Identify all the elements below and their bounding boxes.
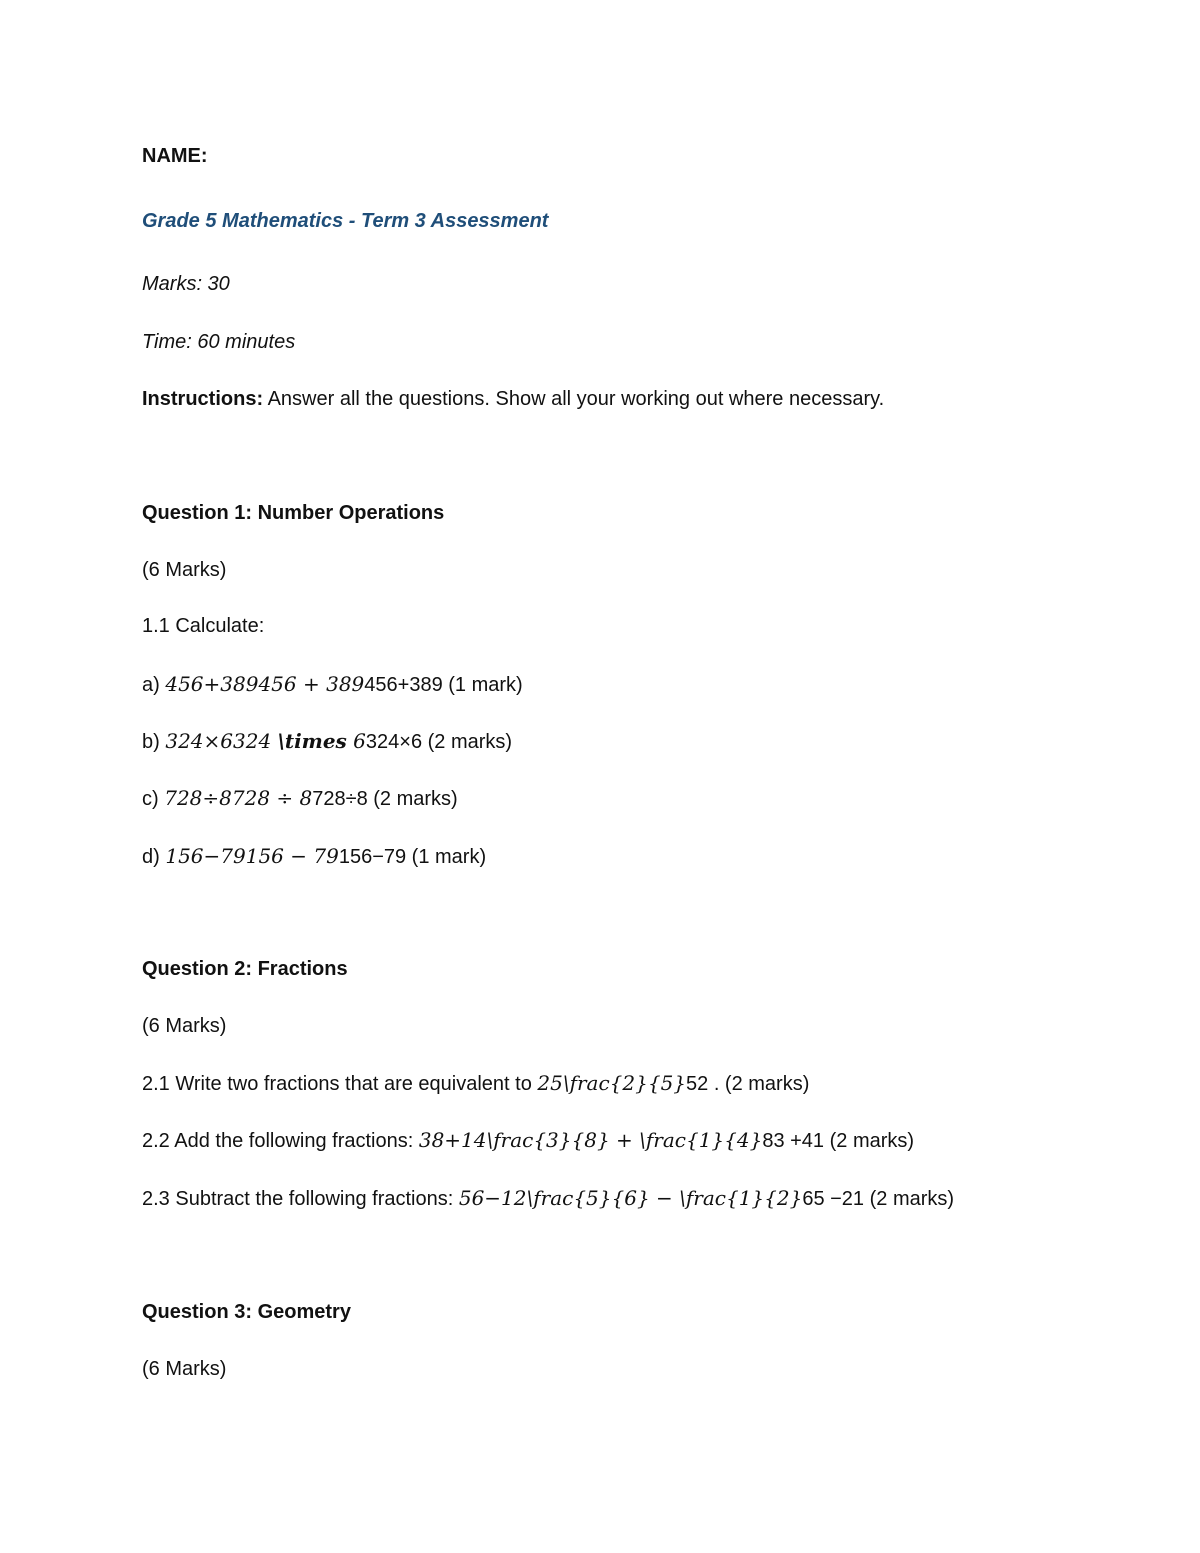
item-plain: 65 −21 (2 marks) xyxy=(802,1188,955,1210)
q1-item-b xyxy=(142,728,512,755)
page-title: Grade 5 Mathematics - Term 3 Assessment xyxy=(142,210,549,232)
item-prefix: c) xyxy=(142,788,165,810)
q2-marks: (6 Marks) xyxy=(142,1015,227,1037)
q1-item-a xyxy=(142,671,523,698)
item-prefix: b) xyxy=(142,731,166,753)
item-prefix: 2.2 Add the following fractions: xyxy=(142,1130,419,1152)
q2-item-1 xyxy=(142,1070,809,1097)
item-plain: 456+389 (1 mark) xyxy=(364,674,523,696)
q1-sub: 1.1 Calculate: xyxy=(142,615,265,637)
instructions-label: Instructions: xyxy=(142,388,264,410)
instructions-line xyxy=(142,386,884,412)
item-plain: 83 +41 (2 marks) xyxy=(762,1130,915,1152)
q1-marks: (6 Marks) xyxy=(142,559,227,581)
q1-heading: Question 1: Number Operations xyxy=(142,502,445,524)
time-line: Time: 60 minutes xyxy=(142,331,296,353)
math-expression: 728÷8728 ÷ 8 xyxy=(164,786,313,810)
q2-item-2 xyxy=(142,1127,914,1154)
math-expression: 38+14\frac{3}{8} + \frac{1}{4} xyxy=(418,1128,763,1152)
item-prefix: 2.3 Subtract the following fractions: xyxy=(142,1188,459,1210)
q3-heading: Question 3: Geometry xyxy=(142,1301,351,1323)
item-plain: 728÷8 (2 marks) xyxy=(312,788,458,810)
q1-item-d xyxy=(142,843,486,870)
item-prefix: a) xyxy=(142,674,166,696)
math-expression: 156−79156 − 79 xyxy=(165,844,339,868)
item-prefix: d) xyxy=(142,846,166,868)
math-expression-tail: 6 xyxy=(346,729,366,753)
item-plain: 156−79 (1 mark) xyxy=(338,846,487,868)
math-command: \times xyxy=(277,729,347,753)
math-expression: 456+389456 + 389 xyxy=(165,672,365,696)
math-expression: 56−12\frac{5}{6} − \frac{1}{2} xyxy=(458,1186,803,1210)
item-prefix: 2.1 Write two fractions that are equivalent to xyxy=(142,1073,538,1095)
instructions-text: Answer all the questions. Show all your working out where necessary. xyxy=(263,388,885,410)
item-plain: 52 . (2 marks) xyxy=(686,1073,810,1095)
math-expression: 25\frac{2}{5} xyxy=(537,1071,687,1095)
q2-item-3 xyxy=(142,1185,954,1212)
q1-item-c xyxy=(142,785,458,812)
marks-line: Marks: 30 xyxy=(142,273,230,295)
item-plain: 324×6 (2 marks) xyxy=(365,731,513,753)
q3-marks: (6 Marks) xyxy=(142,1358,227,1380)
name-label: NAME: xyxy=(142,145,208,167)
math-expression: 324×6324 xyxy=(165,729,278,753)
q2-heading: Question 2: Fractions xyxy=(142,958,348,980)
